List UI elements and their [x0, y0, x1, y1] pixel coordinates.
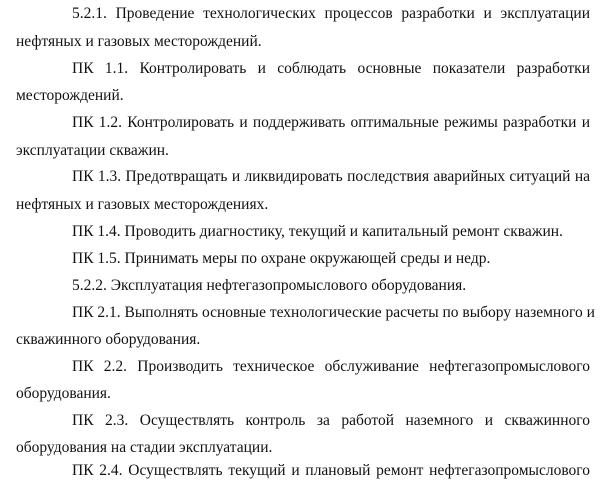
text-line: ПК 2.4. Осуществлять текущий и плановый ремонт нефтегазопромыслового — [72, 462, 590, 479]
text-line: нефтяных и газовых месторождений. — [16, 33, 262, 50]
text-line: ПК 1.5. Принимать меры по охране окружающей среды и недр. — [72, 250, 491, 267]
text-line: ПК 2.1. Выполнять основные технологические расчеты по выбору наземного и — [72, 304, 595, 321]
text-line: нефтяных и газовых месторождениях. — [16, 196, 269, 213]
text-line: оборудования на стадии эксплуатации. — [16, 439, 273, 456]
text-line: 5.2.2. Эксплуатация нефтегазопромыслового оборудования. — [72, 277, 467, 294]
text-line: ПК 1.1. Контролировать и соблюдать основные показатели разработки — [72, 60, 590, 77]
text-line: месторождений. — [16, 87, 124, 104]
text-line: эксплуатации скважин. — [16, 142, 169, 159]
text-line: ПК 2.2. Производить техническое обслуживание нефтегазопромыслового — [72, 358, 590, 375]
text-line: ПК 1.3. Предотвращать и ликвидировать последствия аварийных ситуаций на — [72, 168, 590, 185]
text-line: оборудования. — [16, 385, 111, 402]
text-line: ПК 1.4. Проводить диагностику, текущий и капитальный ремонт скважин. — [72, 223, 563, 240]
text-line: 5.2.1. Проведение технологических процессов разработки и эксплуатации — [72, 5, 590, 22]
text-line: ПК 2.3. Осуществлять контроль за работой наземного и скважинного — [72, 412, 590, 429]
text-line: ПК 1.2. Контролировать и поддерживать оптимальные режимы разработки и — [72, 114, 590, 131]
text-line: скважинного оборудования. — [16, 331, 201, 348]
